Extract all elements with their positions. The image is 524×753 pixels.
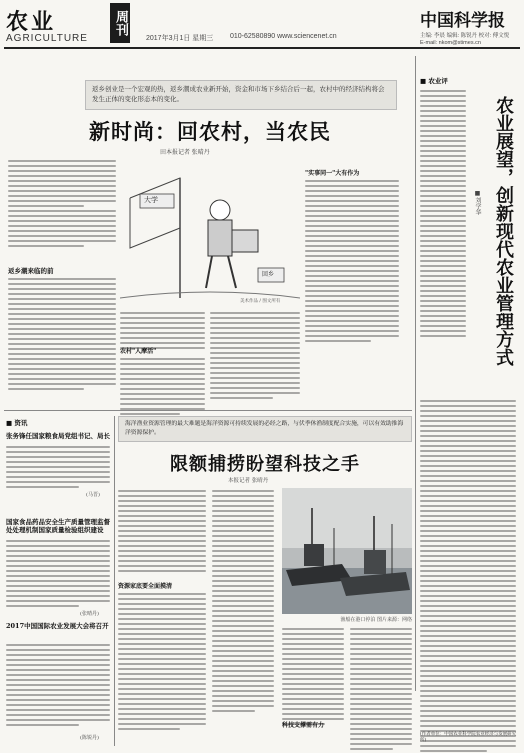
sidebar-label: ■ 农业评 <box>420 77 448 85</box>
brief-1-body <box>6 446 110 488</box>
illustration-sign-hometown: 回乡 <box>262 271 275 278</box>
masthead-editor-line: 主编: 李晨 编辑: 陈锐丹 校对: 傅文悦 <box>420 33 510 39</box>
section-divider <box>4 410 412 411</box>
bottom-headline: 限额捕捞盼望科技之手 <box>170 454 360 475</box>
sidebar-byline: ■刘学华 <box>474 190 481 215</box>
lead-byline: 田本报记者 张晴丹 <box>160 150 210 156</box>
brief-3-body <box>6 644 110 726</box>
lead-subhead-1: 返乡潮来临的前 <box>8 267 54 275</box>
lead-column-3 <box>210 312 300 399</box>
lead-deck-text: 返乡创业是一个宏观的热，返乡潮成农业新开始，资金和市场下乡结合后一起，农村中的经济结构将会发生正体的变化形态本的变化。 <box>92 85 385 103</box>
brief-3-source: (陈锐丹) <box>80 735 99 741</box>
lead-subhead-2: 农村"人摩活" <box>120 348 157 355</box>
bottom-photo-caption: 渔船在港口停泊 图片来源：网络 <box>340 617 412 623</box>
lead-headline: 新时尚：回农村，当农民 <box>89 119 331 144</box>
brief-1-source: (马晋) <box>86 492 100 498</box>
bottom-column-1-continued <box>118 593 206 730</box>
sidebar-column-a <box>420 90 466 337</box>
briefs-divider <box>114 416 115 746</box>
masthead-email: E-mail: nkom@stimes.cn <box>420 40 481 46</box>
bottom-banner-text: 海洋渔业资源管理的最大难题是海洋资源可持续发展的必经之路，与伏季休渔制度配合实施，可以有效助推海洋资源保护。 <box>125 421 404 436</box>
masthead-rule <box>4 47 520 49</box>
bottom-subhead-2: 科技支撑需有力 <box>282 722 325 729</box>
sidebar-divider <box>415 56 416 691</box>
lead-column-2 <box>120 312 205 349</box>
brief-2-body <box>6 540 110 607</box>
brief-1-headline: 张务锋任国家粮食局党组书记、局长 <box>6 432 110 440</box>
masthead-phone: 010-62580890 www.sciencenet.cn <box>230 33 337 40</box>
sidebar-column-b <box>420 400 516 752</box>
masthead-section-english: AGRICULTURE <box>6 33 88 44</box>
bottom-photo <box>282 488 412 614</box>
masthead <box>0 0 524 50</box>
bottom-column-1 <box>118 490 206 572</box>
lead-column-1-continued <box>8 278 116 390</box>
bottom-column-4 <box>350 628 412 750</box>
bottom-subhead-1: 资源家底要全面摸清 <box>118 583 173 590</box>
lead-column-4 <box>305 180 399 342</box>
bottom-banner <box>118 416 412 442</box>
masthead-paper-name: 中国科学报 <box>420 11 505 31</box>
brief-2-headline: 国家食品药品安全生产质量管理监督处处理机制国家质量检验组织建设 <box>6 518 110 534</box>
masthead-date: 2017年3月1日 星期三 <box>146 35 214 42</box>
illustration-sign-university: 大学 <box>144 196 158 204</box>
masthead-section-title: 农业 <box>6 9 57 35</box>
illustration-credit: 美术作品 / 图文所有 <box>240 299 281 304</box>
briefs-label: ■ 资讯 <box>6 419 28 427</box>
brief-3-headline: 2017中国国际农业发展大会将召开 <box>6 622 109 630</box>
lead-deck-box <box>85 80 397 110</box>
bottom-byline: 本报记者 张晴丹 <box>228 478 269 484</box>
lead-illustration <box>120 158 300 308</box>
lead-column-1 <box>8 160 116 247</box>
brief-2-source: (张晴丹) <box>80 611 99 617</box>
sidebar-headline: 农业展望，创新现代农业管理方式 <box>493 96 514 366</box>
masthead-weekly-badge: 周刊 <box>110 3 130 43</box>
lead-column-2-continued <box>120 358 205 415</box>
footer-note: (作者单位：中国农业科学院农业经济与发展研究所) <box>420 732 517 743</box>
bottom-column-2 <box>212 490 274 712</box>
lead-subhead-3: "实事同一"大有作为 <box>305 170 360 177</box>
bottom-column-3 <box>282 628 344 725</box>
